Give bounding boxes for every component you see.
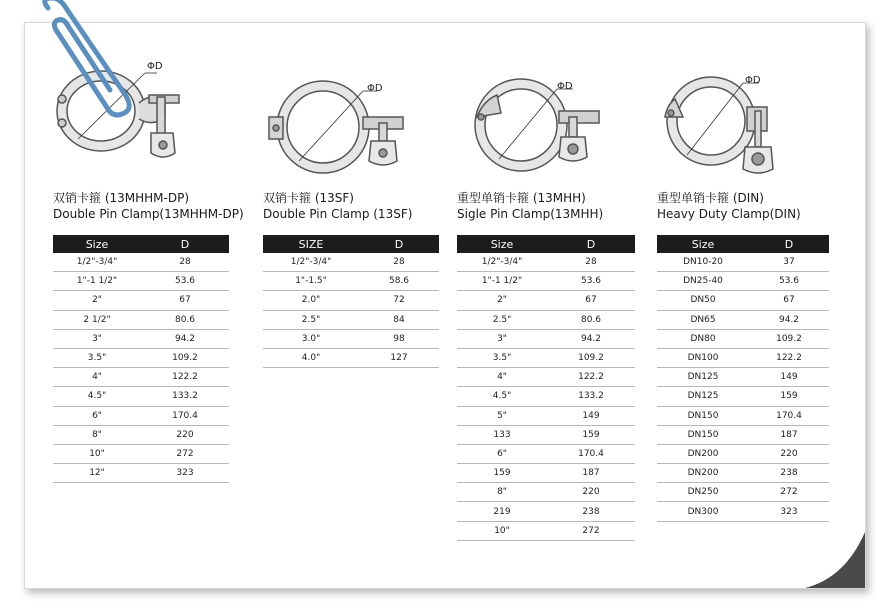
- col-header-d: D: [749, 235, 829, 253]
- size-cell: DN10-20: [657, 253, 749, 272]
- table-row: [457, 425, 635, 444]
- diameter-cell: 170.4: [749, 406, 829, 425]
- diameter-cell: 67: [141, 291, 229, 310]
- table-row: [657, 253, 829, 272]
- size-cell: 2 1/2": [53, 310, 141, 329]
- size-cell: 4": [53, 368, 141, 387]
- table-row: [657, 310, 829, 329]
- table-row: [53, 425, 229, 444]
- size-cell: 219: [457, 502, 547, 521]
- diameter-cell: 272: [547, 521, 635, 540]
- diameter-cell: 159: [749, 387, 829, 406]
- diameter-cell: 170.4: [547, 444, 635, 463]
- table-row: [53, 348, 229, 367]
- table-header-row: [263, 235, 439, 253]
- diameter-cell: 28: [141, 253, 229, 272]
- table-row: [53, 444, 229, 463]
- diameter-cell: 53.6: [547, 272, 635, 291]
- size-table-13sf: [263, 235, 439, 368]
- size-cell: 12": [53, 464, 141, 483]
- table-row: [657, 348, 829, 367]
- table-header-row: [457, 235, 635, 253]
- diameter-cell: 28: [547, 253, 635, 272]
- diameter-cell: 170.4: [141, 406, 229, 425]
- table-body: [657, 253, 829, 521]
- table-row: [457, 272, 635, 291]
- size-cell: 3": [457, 329, 547, 348]
- size-cell: 2": [53, 291, 141, 310]
- table-row: [657, 368, 829, 387]
- size-cell: DN200: [657, 464, 749, 483]
- size-cell: DN125: [657, 368, 749, 387]
- size-cell: 6": [53, 406, 141, 425]
- size-cell: 10": [53, 444, 141, 463]
- diameter-cell: 149: [547, 406, 635, 425]
- size-cell: 5": [457, 406, 547, 425]
- size-cell: DN25-40: [657, 272, 749, 291]
- diameter-label: ΦD: [557, 81, 573, 92]
- table-row: [53, 291, 229, 310]
- size-cell: 1/2"-3/4": [263, 253, 359, 272]
- diameter-cell: 187: [749, 425, 829, 444]
- diameter-cell: 94.2: [749, 310, 829, 329]
- table-row: [657, 291, 829, 310]
- size-cell: DN250: [657, 483, 749, 502]
- page-curl-decoration: [801, 524, 865, 588]
- col-header-size: Size: [457, 235, 547, 253]
- table-row: [657, 483, 829, 502]
- diameter-cell: 84: [359, 310, 439, 329]
- diameter-cell: 272: [141, 444, 229, 463]
- table-row: [53, 464, 229, 483]
- size-cell: 3.5": [457, 348, 547, 367]
- size-table-13mhhm: [53, 235, 229, 483]
- table-row: [263, 272, 439, 291]
- table-row: [263, 348, 439, 367]
- diameter-cell: 109.2: [749, 329, 829, 348]
- size-cell: 1"-1 1/2": [457, 272, 547, 291]
- section-title-cn: 重型单销卡箍 (DIN): [657, 191, 764, 205]
- size-cell: DN65: [657, 310, 749, 329]
- diameter-label: ΦD: [147, 61, 163, 72]
- table-row: [657, 329, 829, 348]
- diameter-cell: 272: [749, 483, 829, 502]
- table-row: [457, 387, 635, 406]
- diameter-cell: 58.6: [359, 272, 439, 291]
- table-row: [657, 272, 829, 291]
- diameter-label: ΦD: [745, 75, 761, 86]
- size-table-13mhh: [457, 235, 635, 541]
- col-header-d: D: [359, 235, 439, 253]
- diameter-cell: 238: [547, 502, 635, 521]
- diameter-cell: 28: [359, 253, 439, 272]
- table-row: [457, 368, 635, 387]
- diameter-cell: 238: [749, 464, 829, 483]
- diameter-cell: 149: [749, 368, 829, 387]
- col-header-size: SIZE: [263, 235, 359, 253]
- col-header-d: D: [141, 235, 229, 253]
- table-row: [457, 348, 635, 367]
- diameter-cell: 72: [359, 291, 439, 310]
- size-cell: 2.0": [263, 291, 359, 310]
- table-row: [263, 291, 439, 310]
- diameter-cell: 80.6: [141, 310, 229, 329]
- size-cell: DN50: [657, 291, 749, 310]
- diameter-cell: 323: [749, 502, 829, 521]
- table-row: [53, 310, 229, 329]
- diameter-cell: 109.2: [547, 348, 635, 367]
- table-row: [457, 483, 635, 502]
- table-row: [457, 521, 635, 540]
- clamp-drawing-13mhhm: [53, 61, 243, 191]
- size-cell: 10": [457, 521, 547, 540]
- size-cell: 8": [53, 425, 141, 444]
- section-title-en: Double Pin Clamp(13MHHM-DP): [53, 207, 244, 221]
- size-cell: 1/2"-3/4": [457, 253, 547, 272]
- table-row: [457, 310, 635, 329]
- section-title-cn: 双销卡箍 (13SF): [263, 191, 354, 205]
- table-row: [263, 253, 439, 272]
- size-cell: DN300: [657, 502, 749, 521]
- table-row: [657, 502, 829, 521]
- size-cell: DN80: [657, 329, 749, 348]
- catalog-sheet: [24, 22, 866, 589]
- table-row: [53, 387, 229, 406]
- section-title-en: Sigle Pin Clamp(13MHH): [457, 207, 604, 221]
- table-row: [457, 329, 635, 348]
- diameter-cell: 94.2: [141, 329, 229, 348]
- size-cell: 3.0": [263, 329, 359, 348]
- table-row: [457, 406, 635, 425]
- size-cell: 1"-1.5": [263, 272, 359, 291]
- clamp-drawing-13sf: [263, 61, 453, 191]
- diameter-cell: 133.2: [547, 387, 635, 406]
- size-cell: 4.0": [263, 348, 359, 367]
- table-row: [263, 329, 439, 348]
- size-cell: 2": [457, 291, 547, 310]
- diameter-cell: 94.2: [547, 329, 635, 348]
- size-cell: 1"-1 1/2": [53, 272, 141, 291]
- diameter-cell: 127: [359, 348, 439, 367]
- size-table-din: [657, 235, 829, 522]
- diameter-cell: 80.6: [547, 310, 635, 329]
- col-header-size: Size: [657, 235, 749, 253]
- table-row: [657, 444, 829, 463]
- diameter-cell: 37: [749, 253, 829, 272]
- table-row: [53, 272, 229, 291]
- size-cell: 2.5": [457, 310, 547, 329]
- table-row: [457, 291, 635, 310]
- size-cell: 2.5": [263, 310, 359, 329]
- diameter-cell: 53.6: [749, 272, 829, 291]
- diameter-cell: 159: [547, 425, 635, 444]
- diameter-cell: 67: [547, 291, 635, 310]
- table-body: [263, 253, 439, 368]
- size-cell: 133: [457, 425, 547, 444]
- diameter-cell: 220: [141, 425, 229, 444]
- diameter-cell: 187: [547, 464, 635, 483]
- size-cell: 1/2"-3/4": [53, 253, 141, 272]
- size-cell: DN125: [657, 387, 749, 406]
- diameter-cell: 122.2: [141, 368, 229, 387]
- diameter-cell: 109.2: [141, 348, 229, 367]
- table-header-row: [657, 235, 829, 253]
- table-header-row: [53, 235, 229, 253]
- diameter-cell: 220: [749, 444, 829, 463]
- table-row: [457, 464, 635, 483]
- section-title-en: Heavy Duty Clamp(DIN): [657, 207, 801, 221]
- clamp-drawing-13mhh: [457, 61, 647, 191]
- size-cell: 8": [457, 483, 547, 502]
- diameter-cell: 133.2: [141, 387, 229, 406]
- table-row: [53, 368, 229, 387]
- diameter-cell: 323: [141, 464, 229, 483]
- table-row: [53, 329, 229, 348]
- table-row: [263, 310, 439, 329]
- size-cell: 6": [457, 444, 547, 463]
- table-row: [657, 406, 829, 425]
- diameter-cell: 67: [749, 291, 829, 310]
- size-cell: 3": [53, 329, 141, 348]
- diameter-label: ΦD: [367, 83, 383, 94]
- size-cell: DN100: [657, 348, 749, 367]
- size-cell: 4.5": [53, 387, 141, 406]
- table-row: [457, 502, 635, 521]
- diameter-cell: 53.6: [141, 272, 229, 291]
- table-body: [457, 253, 635, 540]
- section-title-en: Double Pin Clamp (13SF): [263, 207, 413, 221]
- col-header-d: D: [547, 235, 635, 253]
- table-row: [457, 444, 635, 463]
- table-row: [53, 253, 229, 272]
- size-cell: 159: [457, 464, 547, 483]
- table-body: [53, 253, 229, 483]
- table-row: [657, 464, 829, 483]
- diameter-cell: 122.2: [547, 368, 635, 387]
- clamp-drawing-din: [657, 61, 847, 191]
- table-row: [657, 387, 829, 406]
- section-title-cn: 双销卡箍 (13MHHM-DP): [53, 191, 190, 205]
- table-row: [457, 253, 635, 272]
- size-cell: 4.5": [457, 387, 547, 406]
- size-cell: DN200: [657, 444, 749, 463]
- table-row: [657, 425, 829, 444]
- diameter-cell: 122.2: [749, 348, 829, 367]
- size-cell: DN150: [657, 406, 749, 425]
- size-cell: 4": [457, 368, 547, 387]
- col-header-size: Size: [53, 235, 141, 253]
- size-cell: DN150: [657, 425, 749, 444]
- diameter-cell: 98: [359, 329, 439, 348]
- diameter-cell: 220: [547, 483, 635, 502]
- size-cell: 3.5": [53, 348, 141, 367]
- table-row: [53, 406, 229, 425]
- section-title-cn: 重型单销卡箍 (13MHH): [457, 191, 586, 205]
